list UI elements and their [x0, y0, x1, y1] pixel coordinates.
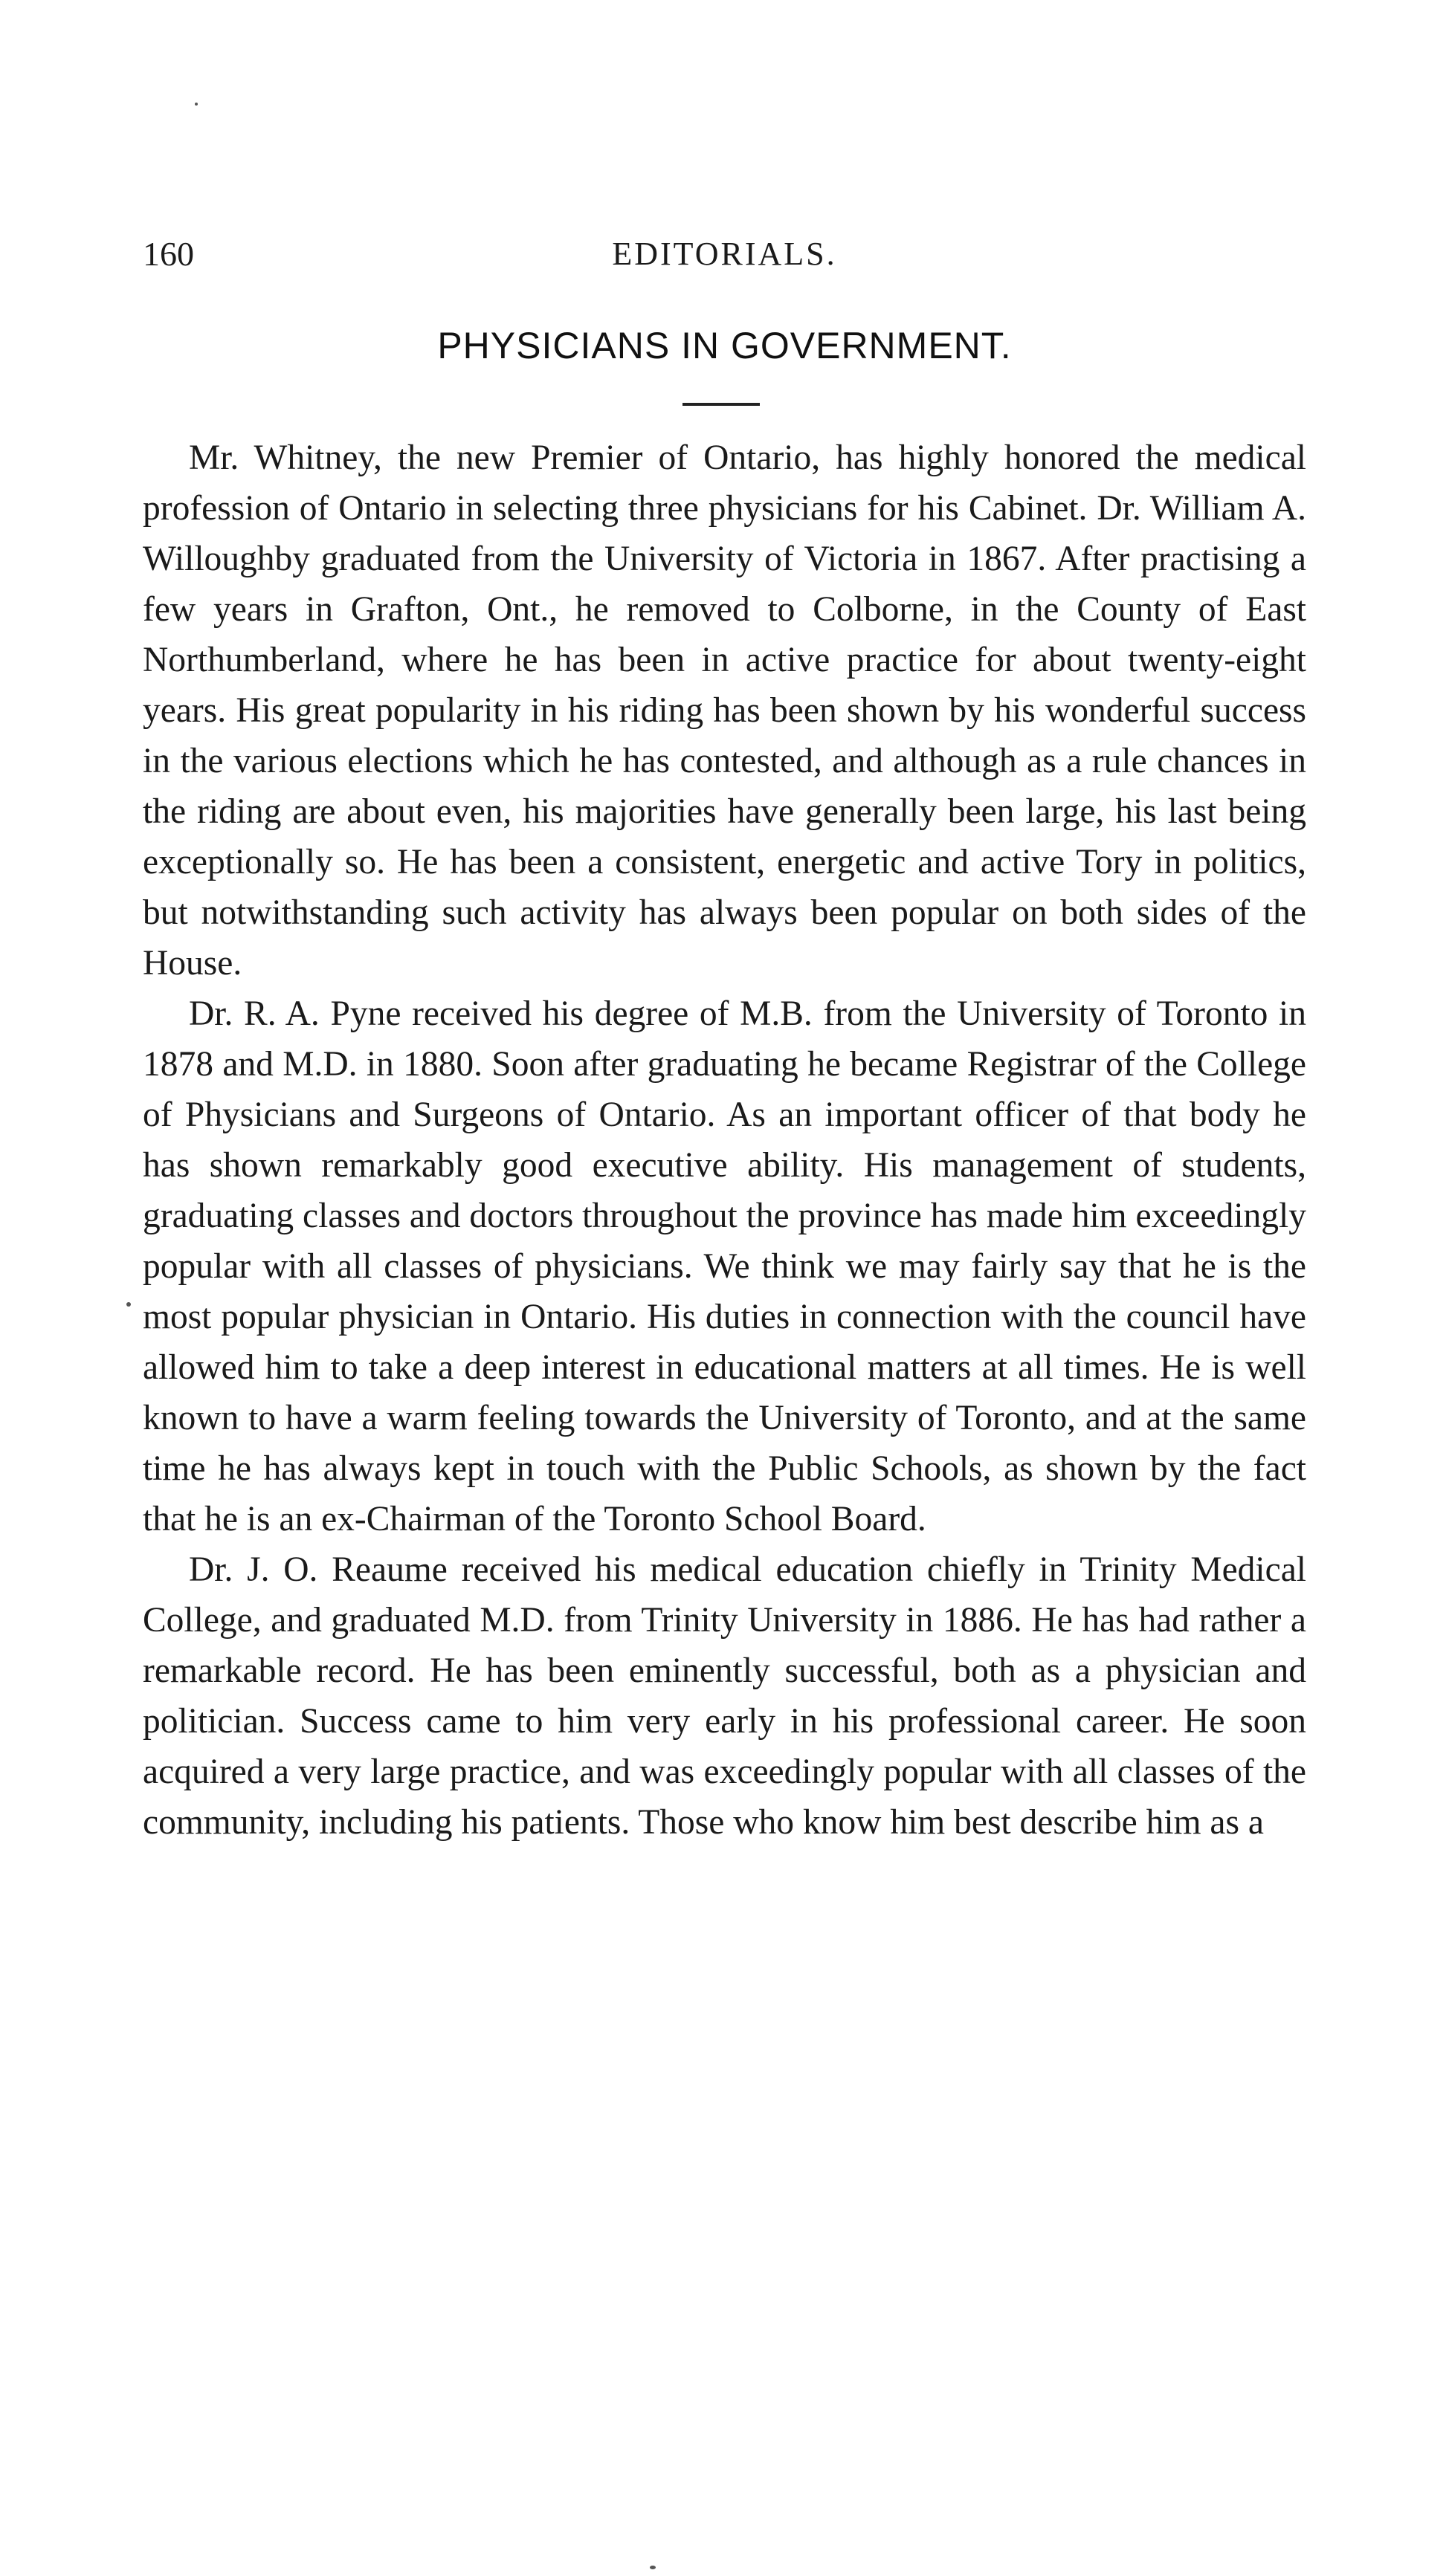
print-speck-icon: [126, 1302, 131, 1307]
print-speck-icon: [195, 103, 198, 106]
paragraph-pyne: Dr. R. A. Pyne received his degree of M.B. from the University of Toronto in 1878 and M.D. in 1880. Soon after graduating he became Registrar of the College of Physicians and Surgeons of Ontario. As an important officer of that body he has shown remarkably good executive ability. His management of students, graduating classes and doctors throughout the province has made him exceedingly popular with all classes of physicians. We think we may fairly say that he is the most popular physician in Ontario. His duties in connection with the council have allowed him to take a deep interest in educational matters at all times. He is well known to have a warm feeling towards the University of Toronto, and at the same time he has always kept in touch with the Public Schools, as shown by the fact that he is an ex-Chairman of the Toronto School Board.: [143, 994, 1306, 1538]
print-speck-icon: [650, 2566, 656, 2569]
running-title: EDITORIALS.: [612, 236, 837, 272]
article-body: [143, 433, 1306, 1848]
paragraph-reaume: Dr. J. O. Reaume received his medical education chiefly in Trinity Medical College, and graduated M.D. from Trinity University in 1886. He has had rather a remarkable record. He has been eminently successful, both as a physician and politician. Success came to him very early in his professional career. He soon acquired a very large practice, and was exceedingly popular with all classes of the community, including his patients. Those who know him best describe him as a: [143, 1550, 1306, 1842]
title-divider: [682, 403, 760, 406]
page-number: 160: [143, 235, 194, 273]
running-head: [143, 232, 1306, 276]
paragraph-whitney-willoughby: Mr. Whitney, the new Premier of Ontario, has highly honored the medical profession of Ontario in selecting three physicians for his Cabinet. Dr. William A. Willoughby graduated from the University of Victoria in 1867. After practising a few years in Grafton, Ont., he removed to Colborne, in the County of East Northumberland, where he has been in active practice for about twenty-eight years. His great popularity in his riding has been shown by his wonderful success in the various elections which he has contested, and although as a rule chances in the riding are about even, his majorities have generally been large, his last being exceptionally so. He has been a consistent, energetic and active Tory in politics, but notwithstanding such activity has always been popular on both sides of the House.: [143, 438, 1306, 983]
article-title: PHYSICIANS IN GOVERNMENT.: [437, 325, 1012, 366]
